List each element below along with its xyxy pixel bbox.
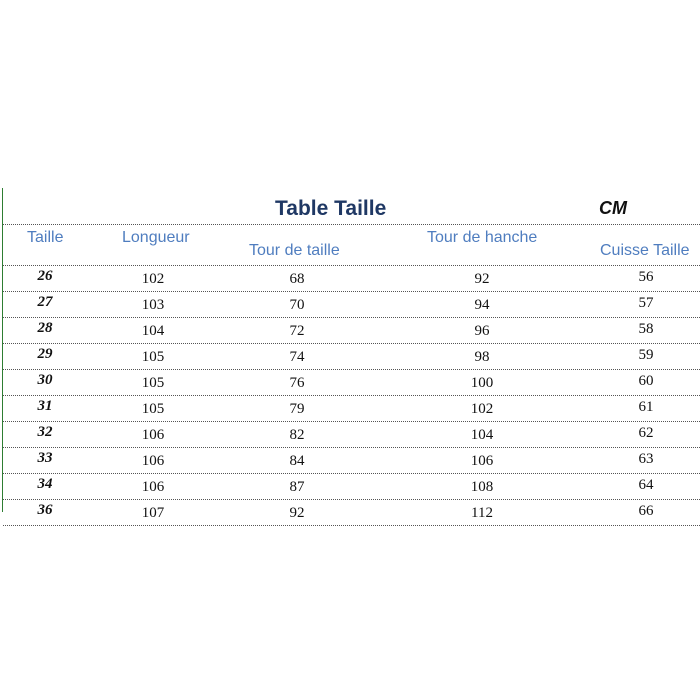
table-title: Table Taille [275,197,387,220]
cell-size: 36 [37,502,53,518]
table-row [3,292,700,318]
cell-length: 104 [141,323,165,339]
header-size: Taille [27,229,64,246]
cell-waist: 84 [289,453,305,469]
cell-hip: 100 [470,375,494,391]
cell-waist: 72 [289,323,305,339]
table-row [3,474,700,500]
cell-size: 28 [37,320,53,336]
cell-hip: 94 [474,297,490,313]
cell-waist: 87 [289,479,305,495]
header-thigh: Cuisse Taille [600,242,690,259]
table-row [3,318,700,344]
cell-size: 30 [37,372,53,388]
cell-waist: 82 [289,427,305,443]
table-row [3,500,700,526]
cell-length: 102 [141,271,165,287]
cell-length: 105 [141,401,165,417]
table-row [3,344,700,370]
cell-hip: 102 [470,401,494,417]
cell-hip: 112 [471,505,493,521]
cell-size: 27 [37,294,53,310]
header-row [3,225,700,266]
table-row [3,266,700,292]
cell-hip: 108 [470,479,494,495]
cell-thigh: 62 [638,425,654,441]
cell-thigh: 59 [638,347,654,363]
cell-size: 26 [37,268,53,284]
cell-hip: 92 [474,271,490,287]
cell-size: 34 [37,476,53,492]
header-hip: Tour de hanche [427,229,538,246]
cell-waist: 92 [289,505,305,521]
cell-waist: 68 [289,271,305,287]
table-row [3,422,700,448]
cell-hip: 96 [474,323,490,339]
cell-thigh: 63 [638,451,654,467]
header-waist: Tour de taille [249,242,340,259]
cell-thigh: 57 [638,295,654,311]
cell-hip: 104 [470,427,494,443]
cell-size: 31 [37,398,53,414]
cell-length: 106 [141,453,165,469]
table-body [3,266,700,526]
cell-waist: 76 [289,375,305,391]
table-row [3,370,700,396]
cell-length: 106 [141,479,165,495]
cell-thigh: 66 [638,503,654,519]
cell-length: 103 [141,297,165,313]
title-row [3,188,700,225]
cell-size: 32 [37,424,53,440]
cell-size: 33 [37,450,53,466]
cell-waist: 74 [289,349,305,365]
cell-hip: 106 [470,453,494,469]
table-row [3,396,700,422]
size-chart-table [0,188,700,521]
unit-label: CM [599,198,627,218]
cell-waist: 70 [289,297,305,313]
cell-size: 29 [37,346,53,362]
cell-thigh: 61 [638,399,654,415]
header-length: Longueur [122,229,190,246]
cell-length: 105 [141,375,165,391]
cell-waist: 79 [289,401,305,417]
cell-length: 106 [141,427,165,443]
cell-hip: 98 [474,349,490,365]
cell-thigh: 58 [638,321,654,337]
cell-length: 107 [141,505,165,521]
table-row [3,448,700,474]
cell-thigh: 64 [638,477,654,493]
cell-thigh: 56 [638,269,654,285]
cell-length: 105 [141,349,165,365]
cell-thigh: 60 [638,373,654,389]
